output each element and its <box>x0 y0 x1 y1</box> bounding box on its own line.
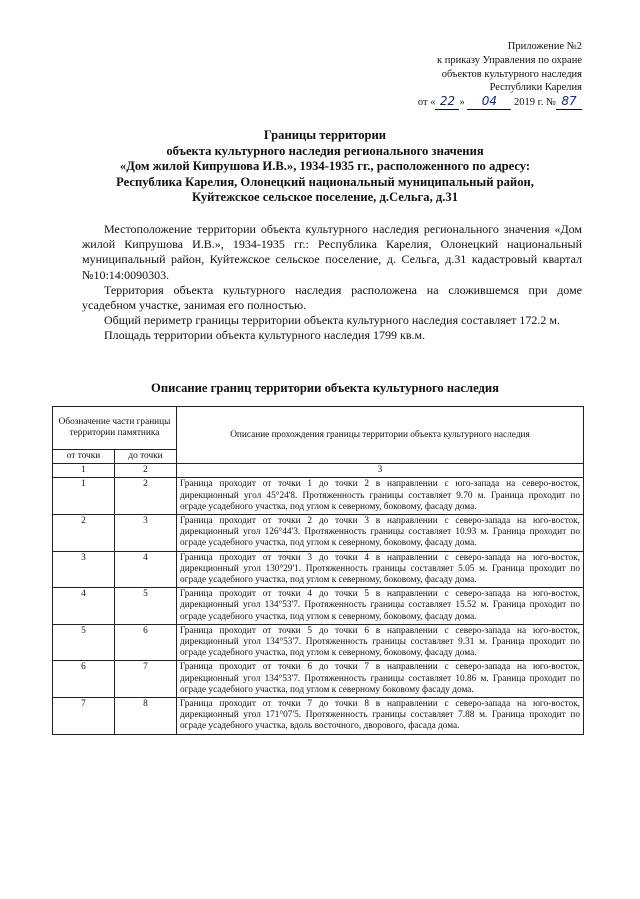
from-point: 4 <box>53 588 115 625</box>
handwritten-day: 22 <box>435 95 459 110</box>
to-point: 5 <box>115 588 177 625</box>
title-line: объекта культурного наследия регионального значения <box>166 143 484 158</box>
header-from-point: от точки <box>53 450 115 464</box>
appendix-line: Республики Карелия <box>489 82 582 94</box>
segment-description: Граница проходит от точки 4 до точки 5 в направлении с северо-запада на юго-восток, дирекционный угол 134°53'7. Протяженность границы составляет 15.52 м. Граница проходит по ограде усадебного участка, под углом к северному, боковому, фасаду дома. <box>177 588 584 625</box>
table-row <box>53 551 584 588</box>
to-point: 6 <box>115 624 177 661</box>
from-point: 6 <box>53 661 115 698</box>
title-line: «Дом жилой Кипрушова И.В.», 1934-1935 гг., расположенного по адресу: <box>119 159 531 174</box>
segment-description: Граница проходит от точки 3 до точки 4 в направлении с северо-запада на юго-восток, дирекционный угол 130°29'1. Протяженность границы составляет 5.05 м. Граница проходит по ограде усадебного участка, под углом к северному, боковому, фасаду дома. <box>177 551 584 588</box>
appendix-header <box>322 40 582 110</box>
segment-description: Граница проходит от точки 7 до точки 8 в направлении с северо-запада на юго-восток, дирекционный угол 171°07'5. Протяженность границы составляет 7.88 м. Граница проходит по ограде усадебного участка, вдоль восточного, дворового, фасада дома. <box>177 698 584 735</box>
table-row <box>53 478 584 515</box>
table-row <box>53 661 584 698</box>
appendix-line: Приложение №2 <box>507 41 582 52</box>
table-row <box>53 588 584 625</box>
to-point: 8 <box>115 698 177 735</box>
segment-description: Граница проходит от точки 6 до точки 7 в направлении с северо-запада на юго-восток, дирекционный угол 134°53'7. Протяженность границы составляет 10.86 м. Граница проходит по ограде усадебного участка, под углом к северному боковому фасаду дома. <box>177 661 584 698</box>
from-point: 7 <box>53 698 115 735</box>
column-number: 1 <box>53 464 115 478</box>
to-point: 3 <box>115 515 177 552</box>
paragraph-area: Площадь территории объекта культурного наследия 1799 кв.м. <box>104 328 426 343</box>
from-point: 2 <box>53 515 115 552</box>
document-title <box>60 128 590 206</box>
title-line: Республика Карелия, Олонецкий национальный муниципальный район, <box>116 174 534 189</box>
paragraph-territory: Территория объекта культурного наследия расположена на сложившемся при доме усадебном участке, занимая его полностью. <box>82 282 582 313</box>
handwritten-order-number: 87 <box>556 95 582 110</box>
boundaries-table <box>52 406 584 735</box>
section-title: Описание границ территории объекта культурного наследия <box>151 381 499 395</box>
title-line: Границы территории <box>263 128 387 142</box>
to-point: 7 <box>115 661 177 698</box>
from-point: 3 <box>53 551 115 588</box>
paragraph-perimeter: Общий периметр границы территории объекта культурного наследия составляет 172.2 м. <box>104 313 560 328</box>
header-description: Описание прохождения границы территории объекта культурного наследия <box>177 407 584 464</box>
table-row <box>53 624 584 661</box>
header-boundary-part: Обозначение части границы территории памятника <box>53 407 177 450</box>
title-line: Куйтежское сельское поселение, д.Сельга, д.31 <box>192 190 458 205</box>
table-header-row <box>53 407 584 450</box>
appendix-line: объектов культурного наследия <box>441 68 582 80</box>
to-point: 4 <box>115 551 177 588</box>
body-text <box>82 222 582 344</box>
segment-description: Граница проходит от точки 5 до точки 6 в направлении с северо-запада на юго-восток, дирекционный угол 134°53'7. Протяженность границы составляет 9.31 м. Граница проходит по ограде усадебного участка, под углом к северному, боковому, фасаду дома. <box>177 624 584 661</box>
segment-description: Граница проходит от точки 1 до точки 2 в направлении с юго-запада на северо-восток, дирекционный угол 45°24'8. Протяженность границы составляет 9.70 м. Граница проходит по ограде усадебного участка, под углом к северному, боковому, фасаду дома. <box>177 478 584 515</box>
handwritten-month: 04 <box>467 95 511 110</box>
date-prefix: от « <box>417 97 436 109</box>
table-row <box>53 515 584 552</box>
from-point: 5 <box>53 624 115 661</box>
column-number-row <box>53 464 584 478</box>
order-date-line <box>322 95 582 110</box>
column-number: 2 <box>115 464 177 478</box>
appendix-line: к приказу Управления по охране <box>437 54 582 66</box>
segment-description: Граница проходит от точки 2 до точки 3 в направлении с северо-запада на юго-восток, дирекционный угол 126°44'3. Протяженность границы составляет 10.93 м. Граница проходит по ограде усадебного участка, под углом к северному, боковому, фасаду дома. <box>177 515 584 552</box>
to-point: 2 <box>115 478 177 515</box>
table-row <box>53 698 584 735</box>
column-number: 3 <box>177 464 584 478</box>
date-mid: » <box>459 97 465 109</box>
paragraph-location: Местоположение территории объекта культурного наследия регионального значения «Дом жилой Кипрушова И.В.», 1934-1935 гг.: Республика Карелия, Олонецкий национальный муниципальный район, Куйтежское сельское поселение, д. Сельга, д.31 кадастровый квартал №10:14:0090303. <box>82 222 582 282</box>
from-point: 1 <box>53 478 115 515</box>
year-text: 2019 г. № <box>513 97 556 109</box>
header-to-point: до точки <box>115 450 177 464</box>
